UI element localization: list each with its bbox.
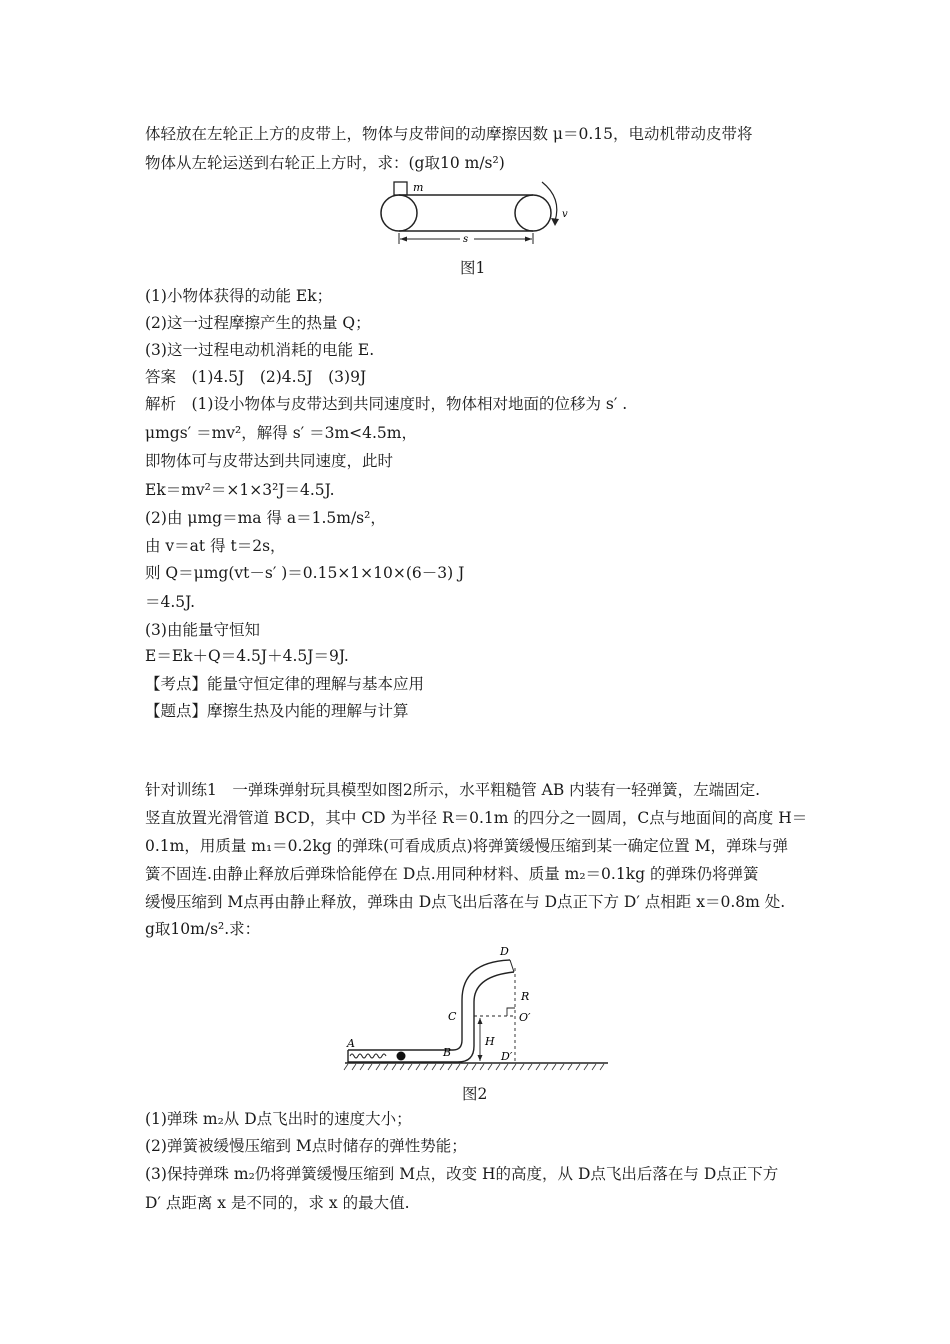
label-B: B (443, 1046, 452, 1059)
kaodian-line: 【考点】能量守恒定律的理解与基本应用 (145, 675, 425, 693)
analysis-line: 则 Q＝μmg(vt－s′ )＝0.15×1×10×(6－3) J (145, 564, 465, 582)
analysis-line: Ek＝mv²＝×1×3²J＝4.5J. (145, 481, 335, 499)
question-1: (1)小物体获得的动能 Ek； (145, 287, 333, 305)
intro-line-1: 体轻放在左轮正上方的皮带上，物体与皮带间的动摩擦因数 μ＝0.15，电动机带动皮带将 (145, 125, 753, 143)
analysis-line: μmgs′ ＝mv²，解得 s′ ＝3m<4.5m， (145, 424, 417, 442)
left-wheel (381, 195, 417, 231)
question-2-3-cont: D′ 点距离 x 是不同的，求 x 的最大值. (145, 1194, 410, 1212)
rotation-arrow-icon (542, 182, 557, 221)
training-line: 竖直放置光滑管道 BCD，其中 CD 为半径 R＝0.1m 的四分之一圆周，C点与地面间的高度 H＝ (145, 809, 808, 827)
figure-1-caption: 图1 (460, 259, 486, 277)
label-D-prime: D′ (501, 1050, 513, 1063)
question-2-1: (1)弹珠 m₂从 D点飞出时的速度大小； (145, 1110, 412, 1128)
training-line: 簧不固连.由静止释放后弹珠恰能停在 D点.用同种材料、质量 m₂＝0.1kg 的弹珠仍将弹簧 (145, 865, 759, 883)
analysis-line: 解析 (1)设小物体与皮带达到共同速度时，物体相对地面的位移为 s′ . (145, 395, 628, 413)
question-3: (3)这一过程电动机消耗的电能 E. (145, 341, 375, 359)
intro-line-2: 物体从左轮运送到右轮正上方时，求：(g取10 m/s²) (145, 154, 505, 172)
training-line: g取10m/s².求： (145, 920, 261, 938)
analysis-line: (3)由能量守恒知 (145, 621, 260, 639)
label-D: D (500, 945, 509, 958)
tidian-line: 【题点】摩擦生热及内能的理解与计算 (145, 702, 409, 720)
question-2-2: (2)弹簧被缓慢压缩到 M点时储存的弹性势能； (145, 1137, 467, 1155)
block-m (394, 182, 407, 195)
analysis-line: 即物体可与皮带达到共同速度，此时 (145, 452, 394, 470)
marble-ball (397, 1052, 406, 1061)
question-2-3: (3)保持弹珠 m₂仍将弹簧缓慢压缩到 M点，改变 H的高度，从 D点飞出后落在与 D点正下方 (145, 1165, 779, 1183)
analysis-line: (2)由 μmg＝ma 得 a＝1.5m/s²， (145, 509, 386, 527)
label-A: A (347, 1037, 355, 1050)
tube-inner-wall (348, 972, 514, 1062)
spring-icon (350, 1054, 386, 1058)
training-line: 针对训练1 一弹珠弹射玩具模型如图2所示，水平粗糙管 AB 内装有一轻弹簧，左端固定. (145, 781, 761, 799)
figure-2-launcher-diagram (340, 940, 615, 1075)
label-R: R (521, 990, 530, 1003)
label-C: C (448, 1010, 457, 1023)
label-O-prime: O′ (519, 1011, 531, 1024)
figure-2-caption: 图2 (462, 1085, 488, 1103)
label-H: H (485, 1035, 495, 1048)
analysis-line: E＝Ek＋Q＝4.5J＋4.5J＝9J. (145, 647, 349, 665)
label-v: v (562, 209, 568, 220)
label-m: m (413, 181, 424, 194)
answer-line: 答案 (1)4.5J (2)4.5J (3)9J (145, 368, 367, 386)
question-2: (2)这一过程摩擦产生的热量 Q； (145, 314, 371, 332)
analysis-line: 由 v＝at 得 t＝2s， (145, 537, 286, 555)
right-wheel (515, 195, 551, 231)
analysis-line: ＝4.5J. (145, 593, 196, 611)
training-line: 缓慢压缩到 M点再由静止释放，弹珠由 D点飞出后落在与 D点正下方 D′ 点相距 x＝0.8m 处. (145, 893, 786, 911)
training-line: 0.1m，用质量 m₁＝0.2kg 的弹珠(可看成质点)将弹簧缓慢压缩到某一确定位置 M，弹珠与弹 (145, 837, 788, 855)
figure-1-conveyor-diagram (370, 176, 580, 248)
label-s: s (463, 234, 469, 245)
